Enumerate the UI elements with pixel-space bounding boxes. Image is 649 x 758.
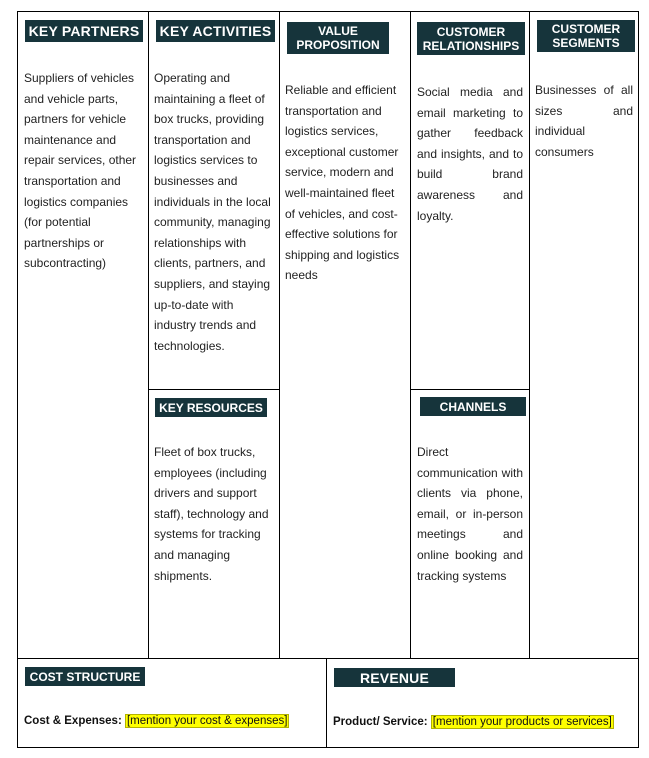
key-partners-header: KEY PARTNERS	[25, 20, 143, 42]
divider	[410, 12, 411, 658]
cost-structure-label: Cost & Expenses:	[24, 715, 122, 727]
cost-placeholder: [mention your cost & expenses]	[126, 715, 288, 727]
divider	[279, 12, 280, 658]
key-resources-text: Fleet of box trucks, employees (including drivers and support staff), technology and systems for tracking and managing shipments.	[154, 445, 269, 583]
divider	[529, 12, 530, 658]
key-activities-text: Operating and maintaining a fleet of box trucks, providing transportation and logistics services to businesses and individuals in the local community, managing relationships with clients, partners, and suppliers, and staying up-to-date with industry trends and technologies.	[154, 71, 271, 353]
divider	[148, 12, 149, 658]
cost-structure-line	[24, 715, 289, 727]
value-proposition-text: Reliable and efficient transportation and logistics services, exceptional customer service, modern and well-maintained fleet of vehicles, and cost-effective solutions for shipping and logistics needs	[285, 83, 400, 283]
cost-structure-header: COST STRUCTURE	[25, 667, 145, 686]
customer-relationships-text: Social media and email marketing to gather feedback and insights, and to build brand awareness and loyalty.	[417, 85, 523, 223]
customer-segments-header: CUSTOMER SEGMENTS	[537, 20, 635, 52]
revenue-header: REVENUE	[334, 668, 455, 687]
customer-relationships-header: CUSTOMER RELATIONSHIPS	[417, 22, 525, 55]
customer-segments-text: Businesses of all sizes and individual consumers	[535, 83, 633, 159]
divider	[18, 658, 638, 659]
key-partners-text: Suppliers of vehicles and vehicle parts, partners for vehicle maintenance and repair services, other transportation and logistics companies (for potential partnerships or subcontracting)	[24, 71, 137, 271]
channels-header: CHANNELS	[420, 397, 526, 416]
key-activities-header: KEY ACTIVITIES	[156, 20, 275, 42]
value-proposition-header: VALUE PROPOSITION	[287, 22, 389, 54]
business-model-canvas	[17, 11, 639, 748]
key-resources-header: KEY RESOURCES	[155, 398, 267, 417]
channels-text: Direct communication with clients via phone, email, or in-person meetings and online booking and tracking systems	[417, 445, 523, 583]
revenue-placeholder: [mention your products or services]	[432, 716, 612, 728]
divider	[148, 389, 280, 390]
divider	[410, 389, 530, 390]
divider	[326, 658, 327, 748]
revenue-line	[333, 716, 614, 728]
revenue-label: Product/ Service:	[333, 716, 428, 728]
